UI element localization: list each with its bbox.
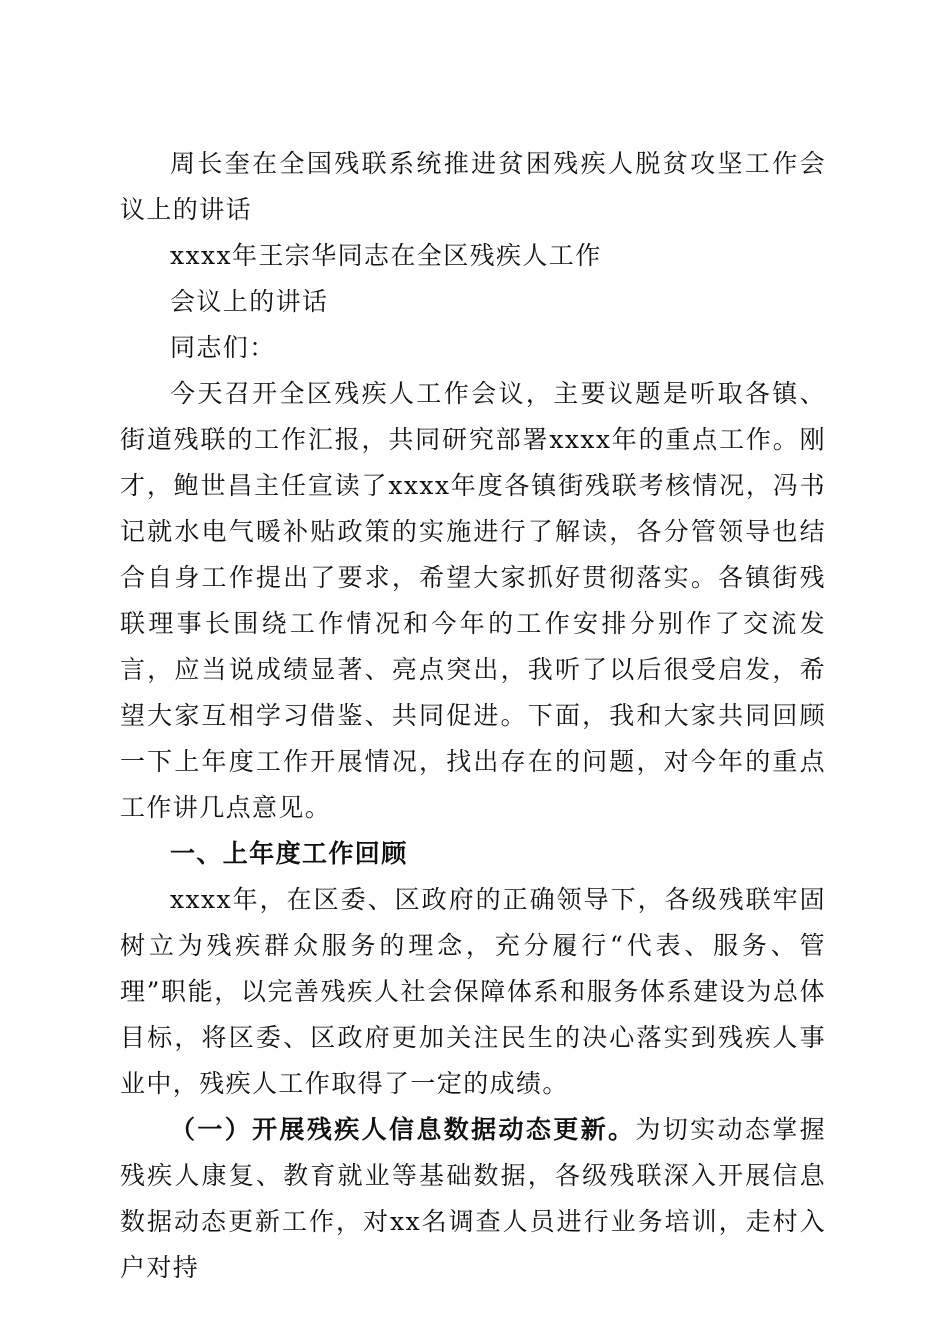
document-subtitle-line2: 会议上的讲话 (170, 287, 329, 316)
document-title: 周长奎在全国残联系统推进贫困残疾人脱贫攻坚工作会议上的讲话 (120, 149, 826, 224)
document-subtitle-line1: xxxx年王宗华同志在全区残疾人工作 (170, 241, 602, 270)
subsection1-lead: （一）开展残疾人信息数据动态更新。 (170, 1115, 636, 1144)
subsection1-body: 为切实动态掌握残疾人康复、教育就业等基础数据，各级残联深入开展信息数据动态更新工作，对xx名调查人员进行业务培训，走村入户对持 (120, 1115, 826, 1282)
subsection1-paragraph (120, 1107, 826, 1291)
document-body (120, 141, 826, 1291)
section1-paragraph: xxxx年，在区委、区政府的正确领导下，各级残联牢固树立为残疾群众服务的理念，充分履行“代表、服务、管理”职能，以完善残疾人社会保障体系和服务体系建设为总体目标，将区委、区政府更加关注民生的决心落实到残疾人事业中，残疾人工作取得了一定的成绩。 (120, 885, 826, 1098)
salutation: 同志们： (170, 333, 276, 362)
intro-paragraph: 今天召开全区残疾人工作会议，主要议题是听取各镇、街道残联的工作汇报，共同研究部署xxxx年的重点工作。刚才，鲍世昌主任宣读了xxxx年度各镇街残联考核情况，冯书记就水电气暖补贴政策的实施进行了解读，各分管领导也结合自身工作提出了要求，希望大家抓好贯彻落实。各镇街残联理事长围绕工作情况和今年的工作安排分别作了交流发言，应当说成绩显著、亮点突出，我听了以后很受启发，希望大家互相学习借鉴、共同促进。下面，我和大家共同回顾一下上年度工作开展情况，找出存在的问题，对今年的重点工作讲几点意见。 (120, 379, 826, 822)
section-heading-1: 一、上年度工作回顾 (170, 839, 408, 868)
